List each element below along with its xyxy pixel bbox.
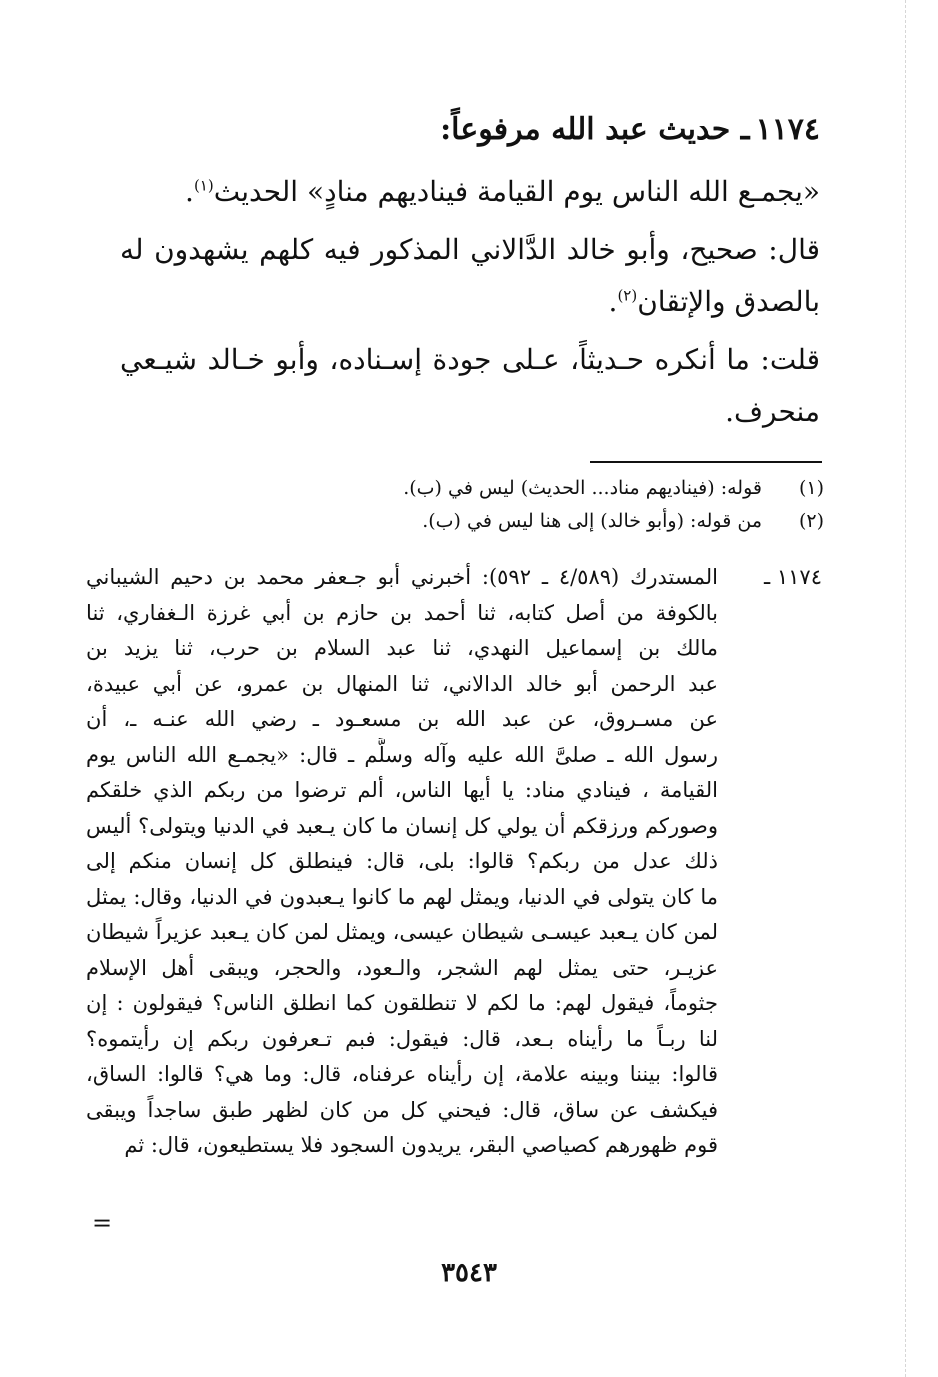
commentary-line: رسول الله ـ صلىَّ الله عليه وآله وسلَّم ـ قال: «يجمـع الله الناس يوم [86,742,718,767]
commentary-line: بالكوفة من أصل كتابه، ثنا أحمد بن حازم بن أبي غرزة الـغفاري، ثنا [86,600,718,625]
commentary-lines [86,560,718,1164]
page-edge-rule [905,0,906,1377]
commentary-number: ١١٧٤ ـ [764,565,822,589]
commentary-section [86,560,822,1164]
critique-paragraph: قلت: ما أنكره حـديثاً، عـلى جودة إسـناده، وأبو خـالد شيـعي منحرف. [120,343,820,428]
commentary-line: ما كان يتولى في الدنيا، ويمثل لهم ما كانوا يـعبدون في الدنيا، وقال: يمثل [86,884,718,909]
footnote-number: (٢) [798,510,824,532]
commentary-line: القيامة ، فينادي مناد: يا أيها الناس، ألم ترضوا من ربكم الذي خلقكم [86,778,718,802]
footnote-text: من قوله: (وأبو خالد) إلى هنا ليس في (ب). [422,510,762,532]
hadith-title: ـ حديث عبد الله مرفوعاً: [440,112,750,147]
quote-end: . [185,175,194,208]
commentary-line: مالك بن إسماعيل النهدي، ثنا عبد السلام بن حرب، ثنا يزيد بن [86,636,718,660]
page-number: ٣٥٤٣ [441,1258,497,1288]
footnote-text: قوله: (فيناديهم مناد... الحديث) ليس في (ب). [403,477,762,499]
continuation-mark: = [92,1209,113,1237]
hadith-number: ١١٧٤ [755,112,820,147]
grading-end: . [608,285,618,318]
commentary-line: قوم ظهورهم كصياصي البقر، يريدون السجود فلا يستطيعون، قال: ثم [124,1133,718,1157]
hadith-heading [120,106,820,154]
footnote-ref-2[interactable]: (٢) [617,286,638,305]
quote-text: «يجمـع الله الناس يوم القيامة فيناديهم منادٍ» الحديث [213,175,820,208]
grading-text: قال: صحيح، وأبو خالد الدَّالاني المذكور فيه كلهم يشهدون له بالصدق والإتقان [120,233,820,318]
commentary-line: ذلك عدل من ربكم؟ قالوا: بلى، قال: فينطلق كل إنسان منكم إلى [86,849,718,873]
footnote-ref-1[interactable]: (١) [193,176,214,195]
commentary-line: لمن كان يـعبد عيسـى شيطان عيسى، ويمثل لمن كان يـعبد عزيراً شيطان [86,920,718,944]
commentary-line: وصوركم ورزقكم أن يولي كل إنسان ما كان يـعبد في الدنيا ويتولى؟ أليس [86,813,718,838]
footnote-number: (١) [798,477,824,499]
hadith-quote [120,168,820,216]
commentary-line: جثوماً، فيقول لهم: ما لكم لا تنطلقون كما انطلق الناس؟ فيقولون : إن [86,991,718,1015]
commentary-line: لنا ربـاً ما رأيناه بـعد، قال: فيقول: فبم تـعرفون ربكم إن رأيتموه؟ [86,1026,718,1051]
footnote-separator [590,461,822,463]
commentary-line: عبد الرحمن أبو خالد الدالاني، ثنا المنهال بن عمرو، عن أبي عبيدة، [86,671,718,696]
commentary-line: عزيـر، حتى يمثل لهم الشجر، والـعود، والحجر، ويبقى أهل الإسلام [86,955,718,980]
commentary-line: عن مسـروق، عن عبد الله بن مسعـود ـ رضي الله عنـه ـ، أن [86,707,718,731]
grading-paragraph [120,224,820,328]
commentary-line: المستدرك (٤/٥٨٩ ـ ٥٩٢): أخبرني أبو جـعفر محمد بن دحيم الشيباني [86,565,718,589]
commentary-line: قالوا: بيننا وبينه علامة، إن رأيناه عرفناه، قال: وما هي؟ قالوا: الساق، [86,1062,718,1086]
footnotes [320,472,824,538]
footnote-1 [320,472,824,505]
footnote-2 [320,505,824,538]
commentary-line: فيكشف عن ساق، قال: فيحني كل من كان لظهر طبق ساجداً ويبقى [86,1097,718,1122]
